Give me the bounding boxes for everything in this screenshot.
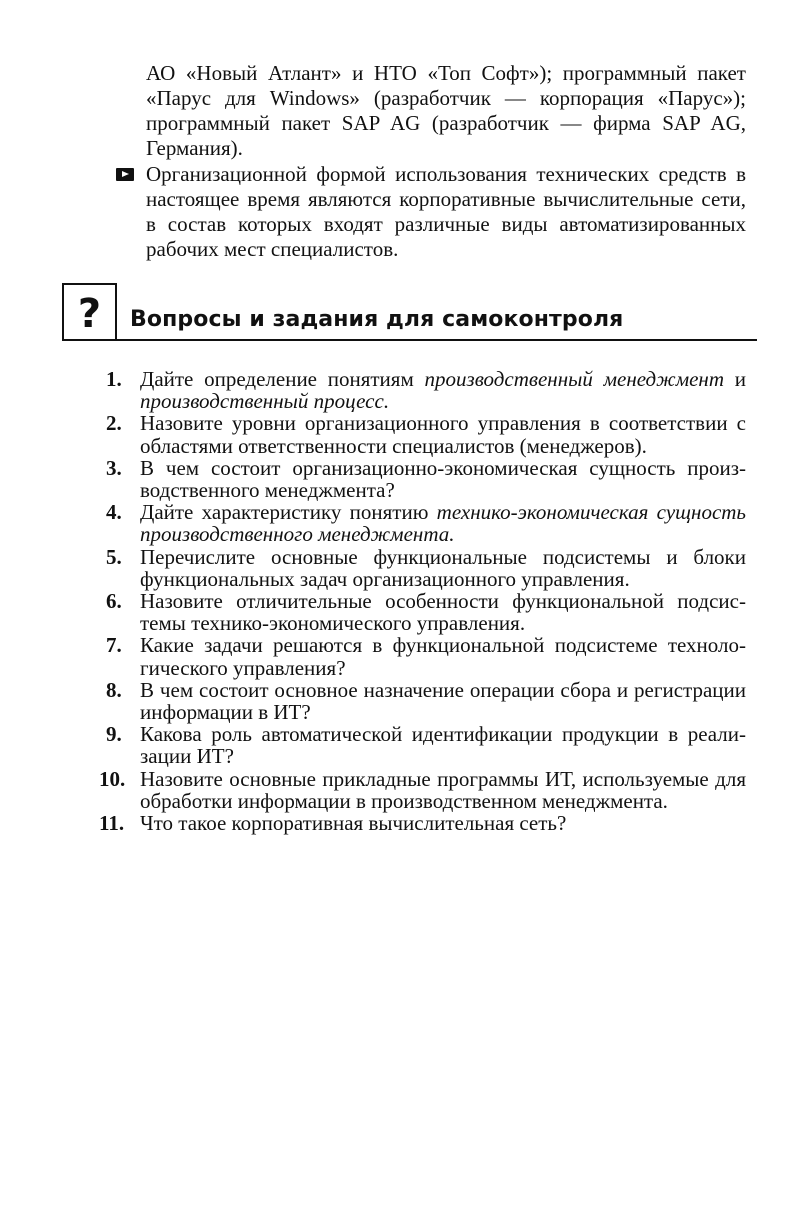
text-segment: Какова роль автоматической идентификации продукции в реализации ИТ? <box>140 722 746 769</box>
question-number: 8. <box>106 677 122 702</box>
question-number: 2. <box>106 411 122 436</box>
question-number: 6. <box>106 589 122 614</box>
question-item <box>106 368 746 412</box>
text-segment: и <box>724 367 746 391</box>
question-text <box>140 634 746 678</box>
question-item <box>106 457 746 501</box>
question-item <box>106 546 746 590</box>
question-text <box>140 457 746 501</box>
question-text <box>140 590 746 634</box>
section-title: Вопросы и задания для самоконтроля <box>130 307 624 332</box>
question-item <box>106 590 746 634</box>
question-item <box>99 811 746 836</box>
question-number: 1. <box>106 367 122 391</box>
question-list <box>99 367 746 836</box>
text-segment: Перечислите основные функциональные подсистемы и блоки функциональных задач организационного управления. <box>140 544 746 591</box>
question-item <box>106 412 746 456</box>
arrow-right-box-icon <box>116 168 134 181</box>
italic-term: производственный процесс. <box>140 389 390 414</box>
italic-term: технико-экономическая сущность производственного менеджмента. <box>140 500 746 547</box>
question-item <box>106 501 746 545</box>
question-text <box>140 368 746 412</box>
italic-term: производственный менеджмент <box>424 367 725 391</box>
question-text <box>140 679 746 723</box>
question-text <box>140 723 746 767</box>
question-number: 4. <box>106 500 122 525</box>
question-mark-box <box>62 283 117 339</box>
question-item <box>106 634 746 678</box>
question-number: 11. <box>99 811 125 836</box>
text-segment: Дайте характеристику понятию <box>140 500 437 525</box>
question-item <box>99 766 746 813</box>
question-mark-icon: ? <box>77 291 102 337</box>
question-number: 5. <box>106 544 122 569</box>
question-number: 3. <box>106 455 122 480</box>
section-divider <box>62 339 757 341</box>
bullet-paragraph: Организационной формой использования технических средств в настоящее время являются корпоративные вычислительные сети, в состав которых входят различные виды автоматизированных рабочих мест специалистов. <box>146 162 746 261</box>
text-segment: В чем состоит основное назначение операции сбора и регистрации информации в ИТ? <box>140 677 746 725</box>
question-text <box>140 812 746 834</box>
text-segment: Что такое корпоративная вычислительная сеть? <box>140 811 567 836</box>
text-segment: Дайте определение понятиям <box>140 367 425 391</box>
question-text <box>140 768 746 812</box>
question-number: 10. <box>99 766 126 791</box>
question-number: 7. <box>106 633 122 658</box>
question-item <box>106 723 746 767</box>
text-segment: В чем состоит организационно-экономическая сущность производственного менеджмента? <box>140 455 746 503</box>
question-item <box>106 679 746 723</box>
text-segment: Назовите отличительные особенности функциональной подсистемы технико-экономического управления. <box>140 589 746 636</box>
question-text <box>140 501 746 545</box>
question-number: 9. <box>106 722 122 747</box>
question-text <box>140 412 746 456</box>
text-segment: Назовите основные прикладные программы ИТ, используемые для обработки информации в производственном менеджмента. <box>140 766 746 813</box>
text-segment: Какие задачи решаются в функциональной подсистеме технологического управления? <box>140 633 746 680</box>
question-text <box>140 546 746 590</box>
continuation-paragraph: АО «Новый Атлант» и НТО «Топ Софт»); программный пакет «Парус для Windows» (разработчик — корпорация «Парус»); программный пакет SAP AG (разработчик — фирма SAP AG, Германия). <box>146 61 746 160</box>
text-segment: Назовите уровни организационного управления в соответствии с областями ответственности специалистов (менеджеров). <box>140 411 746 458</box>
